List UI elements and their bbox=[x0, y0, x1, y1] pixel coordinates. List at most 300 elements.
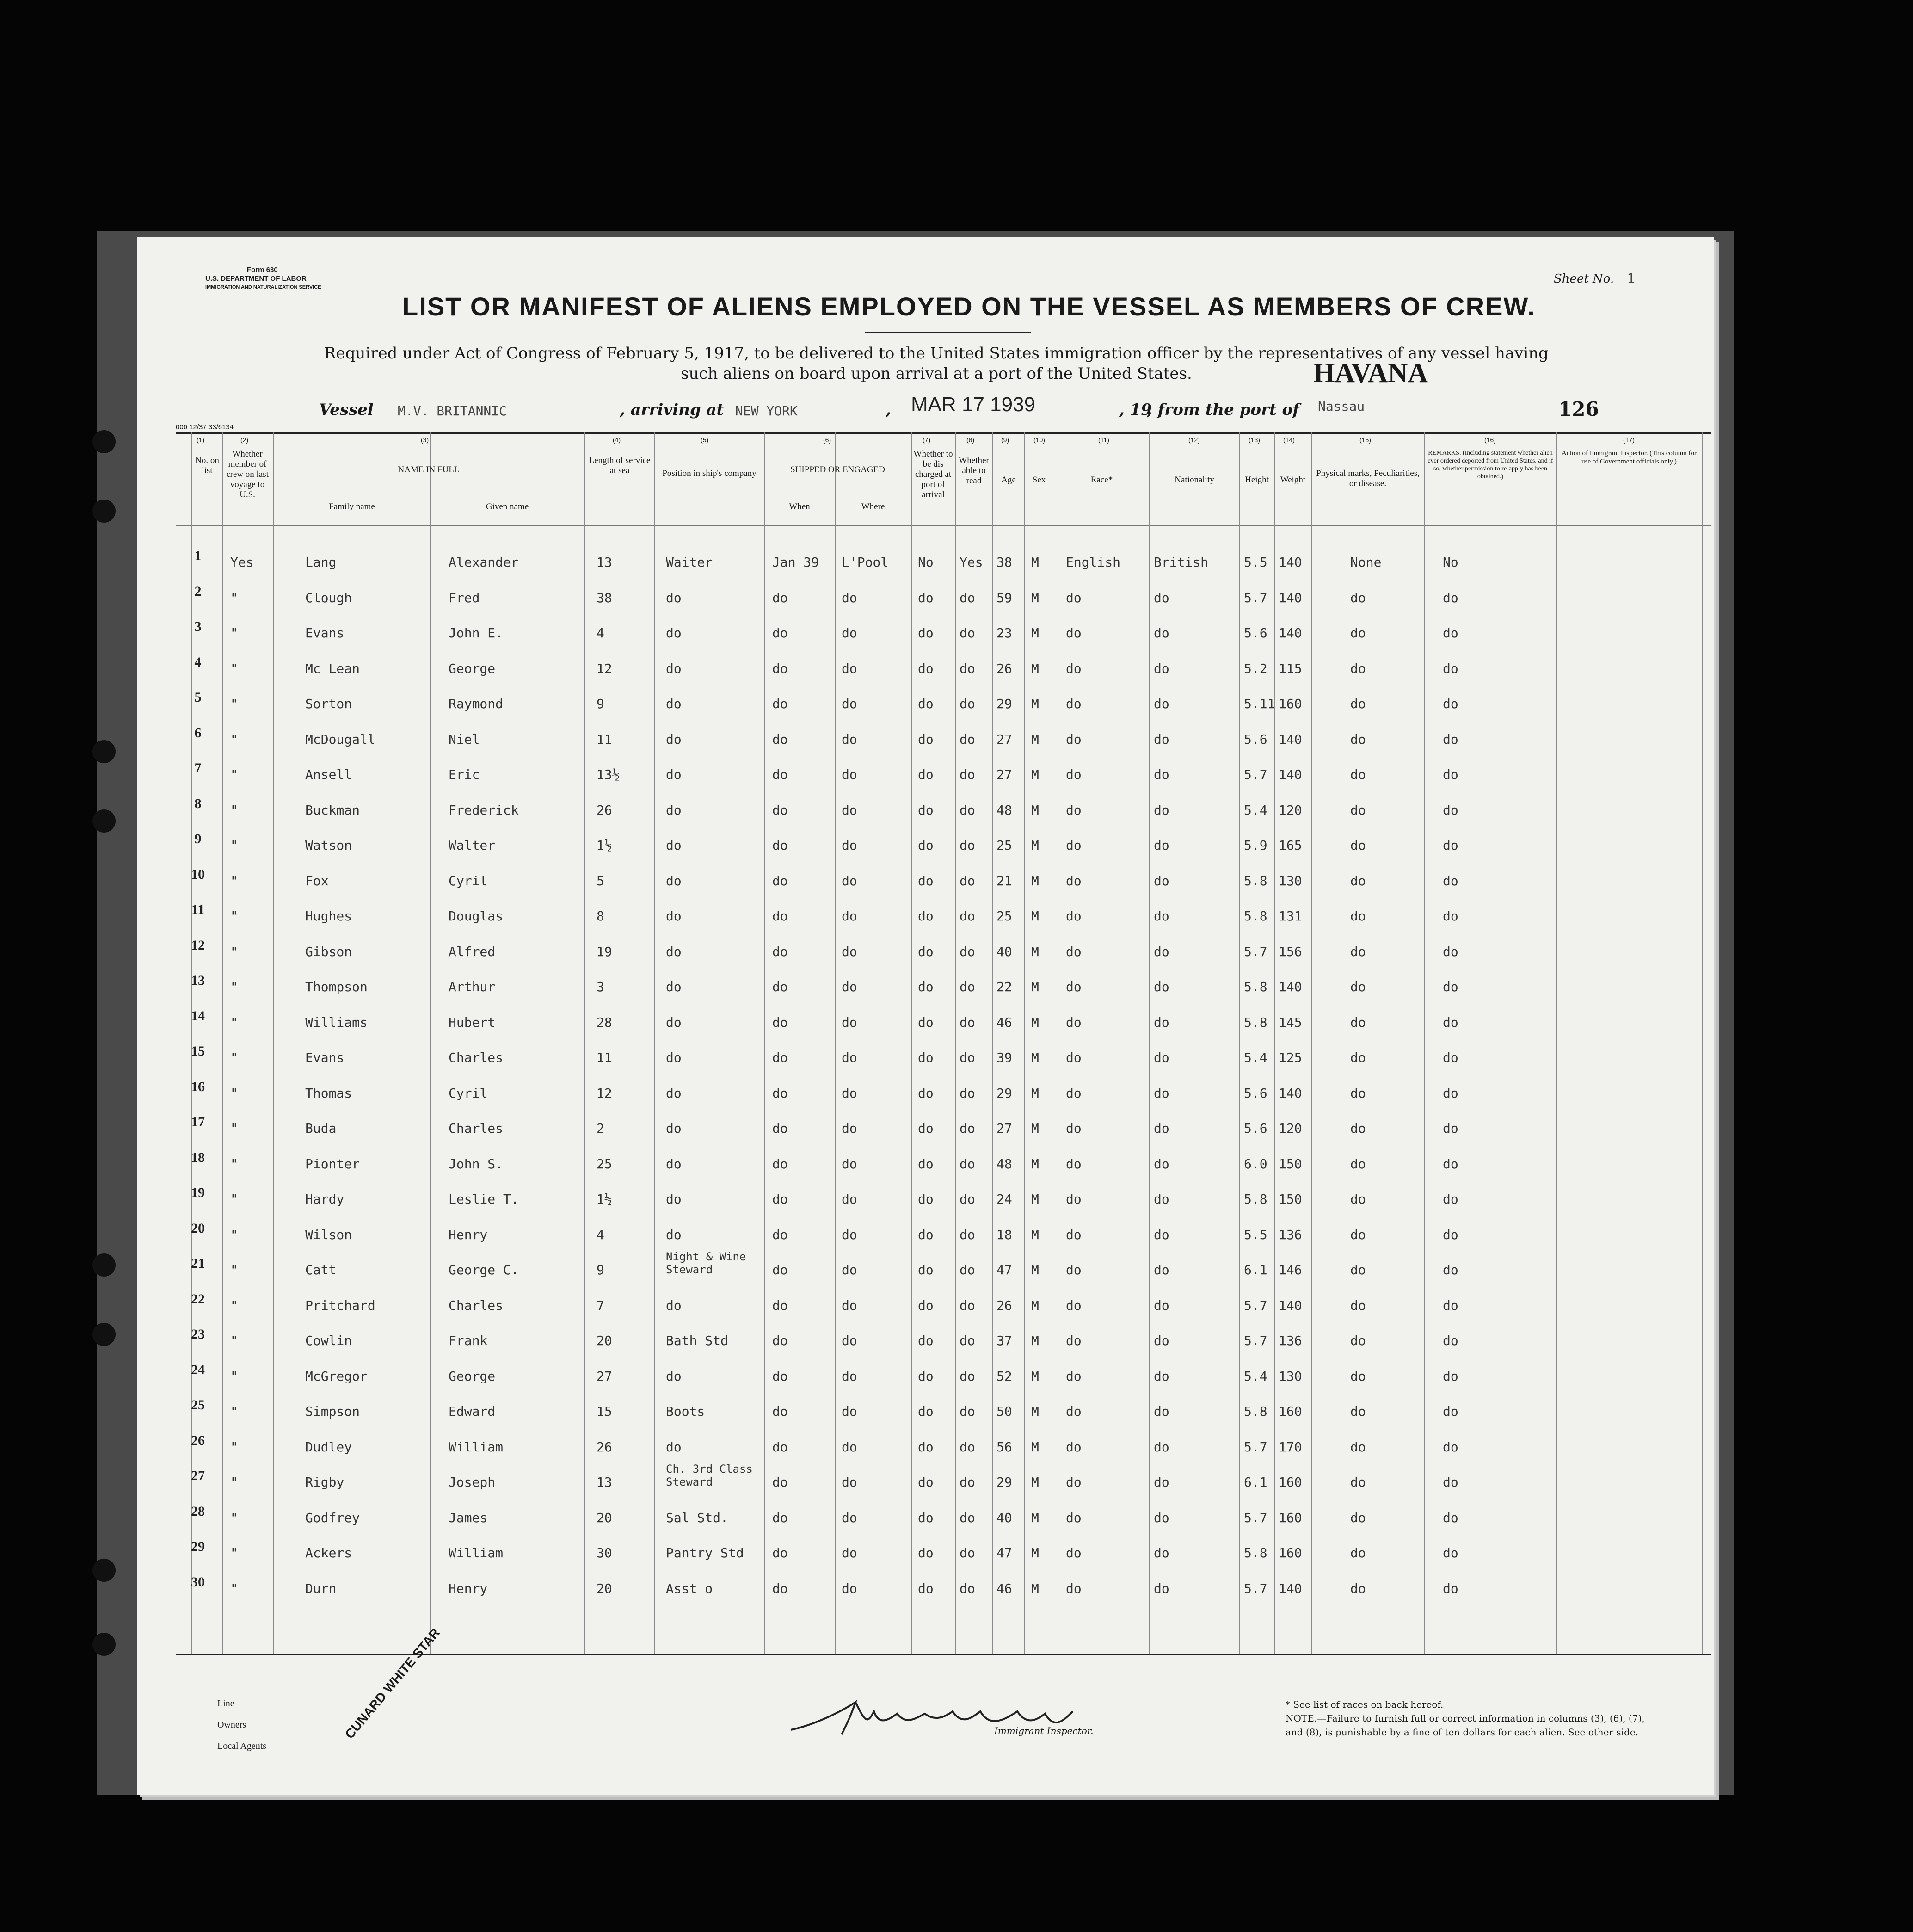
shipped-when-cell: do bbox=[772, 1545, 788, 1561]
physical-marks-cell: do bbox=[1350, 660, 1366, 676]
col-num: (14) bbox=[1283, 436, 1295, 444]
physical-marks-cell: do bbox=[1350, 590, 1366, 605]
remarks-cell: do bbox=[1443, 590, 1458, 605]
sex-cell: M bbox=[1031, 1475, 1039, 1490]
shipped-where-cell: do bbox=[842, 1191, 857, 1207]
col-head-race: Race* bbox=[1090, 475, 1113, 485]
able-to-read-cell: do bbox=[960, 838, 975, 853]
nationality-cell: do bbox=[1154, 731, 1169, 747]
position-cell: do bbox=[666, 625, 682, 641]
nationality-cell: do bbox=[1154, 1227, 1169, 1242]
table-row bbox=[176, 1185, 1711, 1218]
family-name-cell: Williams bbox=[305, 1014, 368, 1030]
vessel-name: M.V. BRITANNIC bbox=[398, 403, 507, 419]
table-row bbox=[176, 1504, 1711, 1537]
family-name-cell: Clough bbox=[305, 590, 352, 605]
discharged-flag-cell: do bbox=[918, 1050, 934, 1065]
punch-hole bbox=[92, 1633, 116, 1656]
family-name-cell: Gibson bbox=[305, 944, 352, 959]
col-num: (12) bbox=[1188, 436, 1200, 444]
shipped-where-cell: do bbox=[842, 1085, 857, 1101]
crew-flag-cell: " bbox=[230, 1297, 238, 1313]
remarks-cell: do bbox=[1443, 1545, 1458, 1561]
remarks-cell: do bbox=[1443, 873, 1458, 889]
height-cell: 5.4 bbox=[1244, 1368, 1267, 1384]
weight-cell: 160 bbox=[1279, 1475, 1302, 1490]
crew-flag-cell: " bbox=[230, 1545, 238, 1561]
family-name-cell: Buckman bbox=[305, 802, 360, 818]
height-cell: 5.9 bbox=[1244, 838, 1267, 853]
nationality-cell: do bbox=[1154, 625, 1169, 641]
nationality-cell: do bbox=[1154, 1333, 1169, 1348]
sex-cell: M bbox=[1031, 1404, 1039, 1419]
given-name-cell: John E. bbox=[449, 625, 504, 641]
shipped-when-cell: do bbox=[772, 1368, 788, 1384]
nationality-cell: do bbox=[1154, 1085, 1169, 1101]
physical-marks-cell: do bbox=[1350, 1121, 1366, 1136]
discharged-flag-cell: do bbox=[918, 1475, 934, 1490]
height-cell: 5.7 bbox=[1244, 767, 1267, 782]
nationality-cell: do bbox=[1154, 1014, 1169, 1030]
shipped-when-cell: do bbox=[772, 590, 788, 605]
race-cell: do bbox=[1066, 1191, 1082, 1207]
sex-cell: M bbox=[1031, 802, 1039, 818]
shipped-where-cell: do bbox=[842, 625, 857, 641]
race-cell: do bbox=[1066, 908, 1082, 924]
physical-marks-cell: do bbox=[1350, 1191, 1366, 1207]
height-cell: 5.7 bbox=[1244, 1580, 1267, 1596]
sex-cell: M bbox=[1031, 1191, 1039, 1207]
family-name-cell: Hardy bbox=[305, 1191, 344, 1207]
position-cell: do bbox=[666, 873, 682, 889]
height-cell: 5.6 bbox=[1244, 625, 1267, 641]
given-name-cell: Edward bbox=[449, 1404, 496, 1419]
shipped-where-cell: do bbox=[842, 979, 857, 994]
height-cell: 5.8 bbox=[1244, 979, 1267, 994]
sex-cell: M bbox=[1031, 555, 1039, 570]
height-cell: 5.5 bbox=[1244, 555, 1267, 570]
given-name-cell: Charles bbox=[449, 1297, 504, 1313]
sex-cell: M bbox=[1031, 1580, 1039, 1596]
table-row bbox=[176, 1433, 1711, 1466]
given-name-cell: Cyril bbox=[449, 1085, 488, 1101]
position-cell: do bbox=[666, 1439, 682, 1455]
shipped-when-cell: do bbox=[772, 944, 788, 959]
discharged-flag-cell: do bbox=[918, 767, 934, 782]
nationality-cell: do bbox=[1154, 979, 1169, 994]
subhead-given: Given name bbox=[486, 502, 529, 512]
able-to-read-cell: do bbox=[960, 696, 975, 711]
able-to-read-cell: do bbox=[960, 1297, 975, 1313]
col-num: (16) bbox=[1484, 436, 1496, 444]
crew-flag-cell: " bbox=[230, 767, 238, 782]
arrival-port: NEW YORK bbox=[735, 403, 798, 419]
col-num: (8) bbox=[966, 436, 975, 444]
position-cell: Waiter bbox=[666, 555, 713, 570]
remarks-cell: do bbox=[1443, 1297, 1458, 1313]
nationality-cell: do bbox=[1154, 1404, 1169, 1419]
punch-hole bbox=[92, 1323, 116, 1346]
physical-marks-cell: do bbox=[1350, 1227, 1366, 1242]
position-cell: do bbox=[666, 660, 682, 676]
sex-cell: M bbox=[1031, 590, 1039, 605]
age-cell: 27 bbox=[996, 1121, 1012, 1136]
discharged-flag-cell: do bbox=[918, 1439, 934, 1455]
crew-flag-cell: " bbox=[230, 590, 238, 605]
able-to-read-cell: do bbox=[960, 1014, 975, 1030]
given-name-cell: Hubert bbox=[449, 1014, 496, 1030]
remarks-cell: do bbox=[1443, 1475, 1458, 1490]
sheet-value: 1 bbox=[1627, 271, 1635, 286]
col-head-weight: Weight bbox=[1280, 475, 1306, 485]
row-number: 21 bbox=[191, 1256, 205, 1271]
able-to-read-cell: do bbox=[960, 802, 975, 818]
position-cell: do bbox=[666, 767, 682, 782]
family-name-cell: Ansell bbox=[305, 767, 352, 782]
table-row bbox=[176, 1539, 1711, 1572]
position-cell: do bbox=[666, 908, 682, 924]
length-of-service-cell: 5 bbox=[597, 873, 604, 889]
race-cell: do bbox=[1066, 1475, 1082, 1490]
vessel-label: Vessel bbox=[319, 401, 374, 419]
nationality-cell: do bbox=[1154, 696, 1169, 711]
family-name-cell: Rigby bbox=[305, 1475, 344, 1490]
family-name-cell: Pritchard bbox=[305, 1297, 375, 1313]
col-head-sex: Sex bbox=[1032, 475, 1046, 485]
remarks-cell: do bbox=[1443, 1156, 1458, 1172]
shipped-when-cell: do bbox=[772, 1050, 788, 1065]
shipped-where-cell: do bbox=[842, 1580, 857, 1596]
family-name-cell: Mc Lean bbox=[305, 660, 360, 676]
footer-note bbox=[1286, 1697, 1646, 1739]
inspector-label: Immigrant Inspector. bbox=[994, 1725, 1094, 1736]
col-num: (11) bbox=[1098, 436, 1109, 444]
age-cell: 22 bbox=[996, 979, 1012, 994]
local-agents-label: Local Agents bbox=[217, 1741, 267, 1751]
age-cell: 29 bbox=[996, 696, 1012, 711]
age-cell: 26 bbox=[996, 660, 1012, 676]
position-cell: Pantry Std bbox=[666, 1545, 744, 1561]
crew-flag-cell: " bbox=[230, 802, 238, 818]
shipped-when-cell: do bbox=[772, 1439, 788, 1455]
nationality-cell: do bbox=[1154, 1475, 1169, 1490]
position-cell: Ch. 3rd Class Steward bbox=[666, 1463, 753, 1488]
sex-cell: M bbox=[1031, 660, 1039, 676]
table-row bbox=[176, 1291, 1711, 1325]
col-head-name: NAME IN FULL bbox=[398, 465, 460, 475]
height-cell: 5.7 bbox=[1244, 1333, 1267, 1348]
table-row bbox=[176, 1397, 1711, 1431]
shipped-where-cell: do bbox=[842, 1475, 857, 1490]
crew-flag-cell: " bbox=[230, 1156, 238, 1172]
shipped-when-cell: do bbox=[772, 979, 788, 994]
sex-cell: M bbox=[1031, 944, 1039, 959]
able-to-read-cell: do bbox=[960, 1580, 975, 1596]
nationality-cell: do bbox=[1154, 590, 1169, 605]
row-number: 13 bbox=[191, 973, 205, 988]
length-of-service-cell: 28 bbox=[597, 1014, 612, 1030]
age-cell: 46 bbox=[996, 1014, 1012, 1030]
height-cell: 6.1 bbox=[1244, 1262, 1267, 1278]
nationality-cell: do bbox=[1154, 873, 1169, 889]
row-number: 24 bbox=[191, 1362, 205, 1377]
height-cell: 5.8 bbox=[1244, 908, 1267, 924]
able-to-read-cell: do bbox=[960, 660, 975, 676]
shipped-where-cell: do bbox=[842, 838, 857, 853]
remarks-cell: do bbox=[1443, 944, 1458, 959]
race-cell: do bbox=[1066, 1227, 1082, 1242]
given-name-cell: Joseph bbox=[449, 1475, 496, 1490]
physical-marks-cell: do bbox=[1350, 1368, 1366, 1384]
table-row bbox=[176, 973, 1711, 1006]
physical-marks-cell: do bbox=[1350, 979, 1366, 994]
col-num: (1) bbox=[197, 436, 205, 444]
table-row bbox=[176, 690, 1711, 723]
shipped-when-cell: do bbox=[772, 625, 788, 641]
shipped-when-cell: do bbox=[772, 802, 788, 818]
row-number: 2 bbox=[194, 583, 202, 599]
given-name-cell: Cyril bbox=[449, 873, 488, 889]
height-cell: 5.6 bbox=[1244, 1085, 1267, 1101]
discharged-flag-cell: do bbox=[918, 1404, 934, 1419]
crew-manifest-table bbox=[176, 432, 1711, 1654]
col-num: (2) bbox=[240, 436, 249, 444]
height-cell: 5.8 bbox=[1244, 873, 1267, 889]
able-to-read-cell: do bbox=[960, 908, 975, 924]
crew-flag-cell: " bbox=[230, 979, 238, 994]
discharged-flag-cell: do bbox=[918, 802, 934, 818]
position-cell: Sal Std. bbox=[666, 1510, 728, 1525]
shipped-when-cell: do bbox=[772, 1333, 788, 1348]
age-cell: 26 bbox=[996, 1297, 1012, 1313]
discharged-flag-cell: do bbox=[918, 731, 934, 747]
nationality-cell: do bbox=[1154, 944, 1169, 959]
col-head-age: Age bbox=[1001, 475, 1016, 485]
race-cell: do bbox=[1066, 660, 1082, 676]
table-row bbox=[176, 796, 1711, 829]
able-to-read-cell: do bbox=[960, 1262, 975, 1278]
shipped-where-cell: do bbox=[842, 1121, 857, 1136]
race-cell: do bbox=[1066, 1050, 1082, 1065]
shipped-where-cell: do bbox=[842, 1545, 857, 1561]
race-cell: do bbox=[1066, 944, 1082, 959]
departure-port-typed: Nassau bbox=[1318, 399, 1365, 414]
row-number: 17 bbox=[191, 1114, 205, 1130]
sex-cell: M bbox=[1031, 979, 1039, 994]
nationality-cell: do bbox=[1154, 1439, 1169, 1455]
given-name-cell: Frank bbox=[449, 1333, 488, 1348]
weight-cell: 120 bbox=[1279, 1121, 1302, 1136]
shipped-where-cell: do bbox=[842, 1439, 857, 1455]
table-bottom-rule bbox=[176, 1654, 1711, 1655]
position-cell: do bbox=[666, 1297, 682, 1313]
table-row bbox=[176, 1463, 1711, 1501]
shipped-where-cell: do bbox=[842, 731, 857, 747]
able-to-read-cell: do bbox=[960, 1439, 975, 1455]
age-cell: 27 bbox=[996, 731, 1012, 747]
shipped-when-cell: do bbox=[772, 1121, 788, 1136]
row-number: 12 bbox=[191, 937, 205, 953]
discharged-flag-cell: do bbox=[918, 1297, 934, 1313]
family-name-cell: Buda bbox=[305, 1121, 337, 1136]
sex-cell: M bbox=[1031, 1439, 1039, 1455]
shipped-when-cell: do bbox=[772, 1156, 788, 1172]
discharged-flag-cell: do bbox=[918, 590, 934, 605]
table-row bbox=[176, 1250, 1711, 1289]
subhead-family: Family name bbox=[329, 502, 375, 512]
physical-marks-cell: do bbox=[1350, 1475, 1366, 1490]
row-number: 25 bbox=[191, 1397, 205, 1413]
weight-cell: 146 bbox=[1279, 1262, 1302, 1278]
family-name-cell: Durn bbox=[305, 1580, 337, 1596]
discharged-flag-cell: do bbox=[918, 1510, 934, 1525]
line-label: Line bbox=[217, 1698, 234, 1709]
row-number: 9 bbox=[194, 831, 202, 846]
able-to-read-cell: do bbox=[960, 1121, 975, 1136]
age-cell: 39 bbox=[996, 1050, 1012, 1065]
sex-cell: M bbox=[1031, 1297, 1039, 1313]
family-name-cell: McGregor bbox=[305, 1368, 368, 1384]
weight-cell: 150 bbox=[1279, 1191, 1302, 1207]
physical-marks-cell: do bbox=[1350, 1156, 1366, 1172]
weight-cell: 145 bbox=[1279, 1014, 1302, 1030]
remarks-cell: do bbox=[1443, 908, 1458, 924]
crew-flag-cell: " bbox=[230, 1439, 238, 1455]
remarks-cell: do bbox=[1443, 625, 1458, 641]
race-cell: do bbox=[1066, 1404, 1082, 1419]
date-stamp: MAR 17 1939 bbox=[911, 393, 1036, 416]
shipped-when-cell: do bbox=[772, 1475, 788, 1490]
weight-cell: 140 bbox=[1279, 1580, 1302, 1596]
race-cell: do bbox=[1066, 696, 1082, 711]
age-cell: 37 bbox=[996, 1333, 1012, 1348]
length-of-service-cell: 27 bbox=[597, 1368, 612, 1384]
discharged-flag-cell: do bbox=[918, 1262, 934, 1278]
shipped-where-cell: do bbox=[842, 1014, 857, 1030]
crew-flag-cell: " bbox=[230, 1475, 238, 1490]
crew-flag-cell: " bbox=[230, 944, 238, 959]
weight-cell: 140 bbox=[1279, 979, 1302, 994]
height-cell: 6.1 bbox=[1244, 1475, 1267, 1490]
remarks-cell: do bbox=[1443, 1227, 1458, 1242]
crew-flag-cell: " bbox=[230, 1368, 238, 1384]
length-of-service-cell: 4 bbox=[597, 625, 604, 641]
age-cell: 23 bbox=[996, 625, 1012, 641]
weight-cell: 125 bbox=[1279, 1050, 1302, 1065]
length-of-service-cell: 8 bbox=[597, 908, 604, 924]
subhead-when: When bbox=[789, 502, 810, 512]
length-of-service-cell: 26 bbox=[597, 802, 612, 818]
crew-flag-cell: " bbox=[230, 1580, 238, 1596]
handwritten-port: HAVANA bbox=[1313, 358, 1428, 388]
col-head-crew: Whether member of crew on last voyage to U.S. bbox=[226, 449, 269, 500]
remarks-cell: do bbox=[1443, 802, 1458, 818]
weight-cell: 120 bbox=[1279, 802, 1302, 818]
shipped-when-cell: do bbox=[772, 1404, 788, 1419]
length-of-service-cell: 20 bbox=[597, 1510, 612, 1525]
physical-marks-cell: do bbox=[1350, 802, 1366, 818]
shipped-where-cell: do bbox=[842, 802, 857, 818]
form-identifier bbox=[205, 265, 321, 292]
given-name-cell: George bbox=[449, 660, 496, 676]
remarks-cell: No bbox=[1443, 555, 1458, 570]
able-to-read-cell: do bbox=[960, 1404, 975, 1419]
weight-cell: 115 bbox=[1279, 660, 1302, 676]
family-name-cell: Simpson bbox=[305, 1404, 360, 1419]
crew-flag-cell: " bbox=[230, 1014, 238, 1030]
able-to-read-cell: do bbox=[960, 1050, 975, 1065]
height-cell: 5.8 bbox=[1244, 1014, 1267, 1030]
shipped-where-cell: do bbox=[842, 590, 857, 605]
height-cell: 5.5 bbox=[1244, 1227, 1267, 1242]
age-cell: 46 bbox=[996, 1580, 1012, 1596]
race-cell: do bbox=[1066, 1368, 1082, 1384]
discharged-flag-cell: do bbox=[918, 873, 934, 889]
height-cell: 5.7 bbox=[1244, 944, 1267, 959]
nationality-cell: do bbox=[1154, 1368, 1169, 1384]
given-name-cell: Raymond bbox=[449, 696, 504, 711]
family-name-cell: Cowlin bbox=[305, 1333, 352, 1348]
punch-hole bbox=[92, 500, 116, 523]
physical-marks-cell: do bbox=[1350, 625, 1366, 641]
nationality-cell: do bbox=[1154, 838, 1169, 853]
race-cell: do bbox=[1066, 1085, 1082, 1101]
age-cell: 25 bbox=[996, 908, 1012, 924]
position-cell: do bbox=[666, 1050, 682, 1065]
age-cell: 48 bbox=[996, 802, 1012, 818]
sheet-number bbox=[1554, 271, 1635, 286]
race-cell: do bbox=[1066, 979, 1082, 994]
owners-label: Owners bbox=[217, 1720, 246, 1730]
shipped-when-cell: do bbox=[772, 1510, 788, 1525]
discharged-flag-cell: No bbox=[918, 555, 934, 570]
nationality-cell: do bbox=[1154, 1510, 1169, 1525]
family-name-cell: Sorton bbox=[305, 696, 352, 711]
punch-hole bbox=[92, 1559, 116, 1582]
race-cell: do bbox=[1066, 1262, 1082, 1278]
service-name: IMMIGRATION AND NATURALIZATION SERVICE bbox=[205, 284, 321, 290]
length-of-service-cell: 11 bbox=[597, 731, 612, 747]
family-name-cell: Pionter bbox=[305, 1156, 360, 1172]
crew-flag-cell: " bbox=[230, 908, 238, 924]
shipped-where-cell: do bbox=[842, 1510, 857, 1525]
age-cell: 47 bbox=[996, 1545, 1012, 1561]
weight-cell: 160 bbox=[1279, 1510, 1302, 1525]
vessel-line: Vessel M.V. BRITANNIC , arriving at NEW YORK , MAR 17 1939 , 19 , from the port of Nassau bbox=[319, 393, 1365, 419]
position-cell: do bbox=[666, 944, 682, 959]
physical-marks-cell: do bbox=[1350, 1014, 1366, 1030]
nationality-cell: do bbox=[1154, 1050, 1169, 1065]
col-num: (4) bbox=[613, 436, 621, 444]
shipped-where-cell: do bbox=[842, 1297, 857, 1313]
row-number: 4 bbox=[194, 654, 202, 670]
able-to-read-cell: do bbox=[960, 1333, 975, 1348]
age-cell: 38 bbox=[996, 555, 1012, 570]
col-head-nationality: Nationality bbox=[1175, 475, 1214, 485]
crew-flag-cell: " bbox=[230, 1510, 238, 1525]
remarks-cell: do bbox=[1443, 767, 1458, 782]
physical-marks-cell: do bbox=[1350, 696, 1366, 711]
subhead-where: Where bbox=[861, 502, 885, 512]
given-name-cell: George bbox=[449, 1368, 496, 1384]
table-row bbox=[176, 548, 1711, 581]
height-cell: 5.8 bbox=[1244, 1404, 1267, 1419]
print-code: 000 12/37 33/6134 bbox=[176, 423, 234, 431]
length-of-service-cell: 11 bbox=[597, 1050, 612, 1065]
position-cell: Bath Std bbox=[666, 1333, 728, 1348]
race-cell: do bbox=[1066, 1580, 1082, 1596]
race-cell: do bbox=[1066, 1333, 1082, 1348]
